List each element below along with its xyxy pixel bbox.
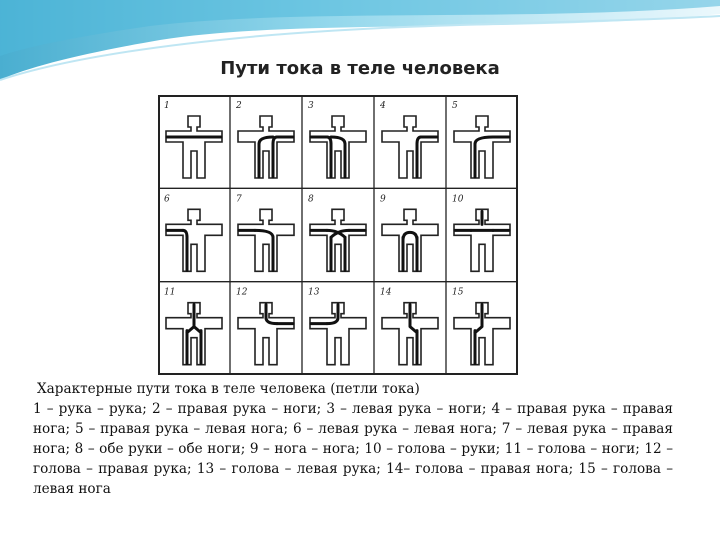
cell-number: 4 [380,101,386,111]
figure-caption [33,379,673,499]
cell-number: 10 [452,194,464,205]
current-paths-diagram [158,95,518,375]
page-title: Пути тока в теле человека [220,58,500,79]
cell-number: 6 [164,194,170,205]
cell-number: 13 [308,287,320,298]
cell-number: 12 [236,287,248,298]
cell-number: 8 [308,194,314,205]
cell-number: 5 [452,101,458,111]
cell-number: 15 [452,287,464,298]
caption-legend: 1 – рука – рука; 2 – правая рука – ноги; 3 – левая рука – ноги; 4 – правая рука – правая нога; 5 – правая рука – левая нога; 6 – левая рука – левая нога; 7 – левая рука – правая нога; 8 – обе руки – обе ноги; 9 – нога – нога; 10 – голова – руки; 11 – голова – ноги; 12 – голова – правая рука; 13 – голова – левая рука; 14– голова – правая нога; 15 – голова – левая нога [33,401,673,497]
cell-number: 3 [308,101,314,111]
cell-number: 2 [236,101,242,111]
cell-number: 14 [380,287,392,298]
cell-number: 9 [380,194,386,205]
cell-number: 11 [164,287,176,298]
cell-number: 1 [164,101,170,111]
cell-number: 7 [236,194,242,205]
caption-heading: Характерные пути тока в теле человека (петли тока) [37,381,420,397]
